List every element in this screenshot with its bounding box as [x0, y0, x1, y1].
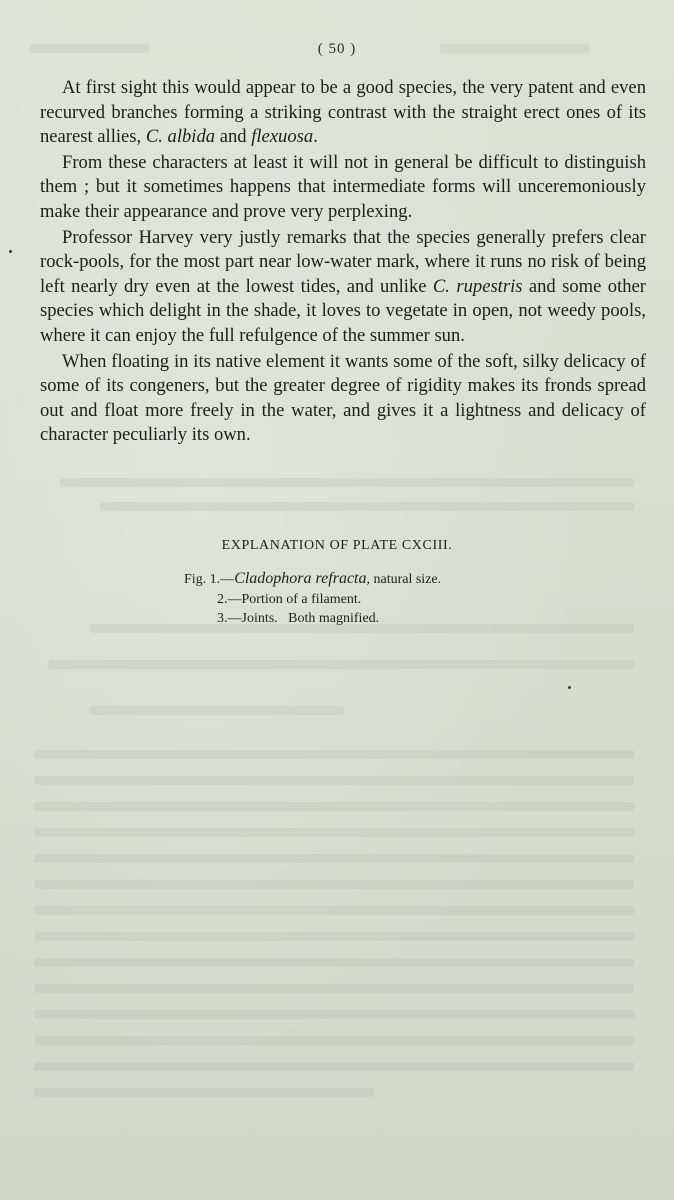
figure-label: 2.— [217, 591, 242, 607]
paragraph [40, 76, 646, 150]
show-through [60, 478, 634, 487]
show-through [34, 1062, 634, 1071]
figure-list [184, 569, 604, 629]
figure-caption [184, 569, 604, 590]
paragraph-text: and [215, 126, 252, 148]
body-text [40, 76, 646, 448]
show-through [34, 750, 634, 759]
paragraph [40, 151, 646, 225]
page-number: ( 50 ) [317, 41, 357, 57]
show-through [34, 958, 634, 967]
figure-text: Joints. Both magnified. [241, 611, 380, 626]
paragraph-text: . [313, 126, 318, 148]
paragraph-text: At first sight this would appear to be a good species, the very patent and even recurved branches forming a striking contrast with the straight erect ones of its nearest allies, [40, 77, 646, 148]
show-through [48, 660, 634, 669]
paragraph [40, 350, 646, 448]
show-through [34, 880, 634, 889]
species-name: C. albida [145, 126, 216, 148]
show-through [34, 1036, 634, 1045]
paper-speck [9, 250, 12, 253]
show-through [90, 706, 344, 715]
species-name: Cladophora refracta [234, 570, 367, 587]
show-through [34, 984, 634, 993]
species-name: C. rupestris [432, 275, 523, 297]
plate-explanation [0, 538, 674, 626]
figure-text: Portion of a filament. [241, 591, 362, 607]
paragraph [40, 226, 646, 349]
show-through [34, 854, 634, 863]
figure-label: 3.— [217, 611, 242, 626]
show-through [34, 828, 634, 837]
figure-text: , natural size. [366, 572, 442, 587]
figure-caption [184, 590, 604, 610]
paragraph-text: and some other species which delight in the shade, it loves to vegetate in open, not weedy pools, where it can enjoy the full refulgence of the summer sun. [40, 275, 646, 346]
show-through [100, 502, 634, 511]
paragraph-text: From these characters at least it will not in general be difficult to distinguish them ; but it sometimes happens that intermediate forms will unceremoniously make their appearance and prove very perplexing. [40, 151, 646, 222]
show-through [34, 932, 634, 941]
figure-caption [184, 609, 604, 629]
show-through [34, 776, 634, 785]
plate-heading: EXPLANATION OF PLATE CXCIII. [221, 538, 453, 553]
figure-label: Fig. 1.— [184, 572, 235, 587]
species-name: flexuosa [251, 126, 314, 148]
paragraph-text: Professor Harvey very justly remarks that the species generally prefers clear rock-pools, for the most part near low-water mark, where it runs no risk of being left nearly dry even at the lowest tides, and unlike [40, 226, 646, 297]
show-through [34, 1010, 634, 1019]
show-through [34, 802, 634, 811]
paper-speck [568, 686, 571, 689]
show-through [34, 1088, 374, 1097]
paragraph-text: When floating in its native element it wants some of the soft, silky delicacy of some of its congeners, but the greater degree of rigidity makes its fronds spread out and float more freely in the water, and gives it a lightness and delicacy of character peculiarly its own. [40, 350, 646, 446]
show-through [34, 906, 634, 915]
